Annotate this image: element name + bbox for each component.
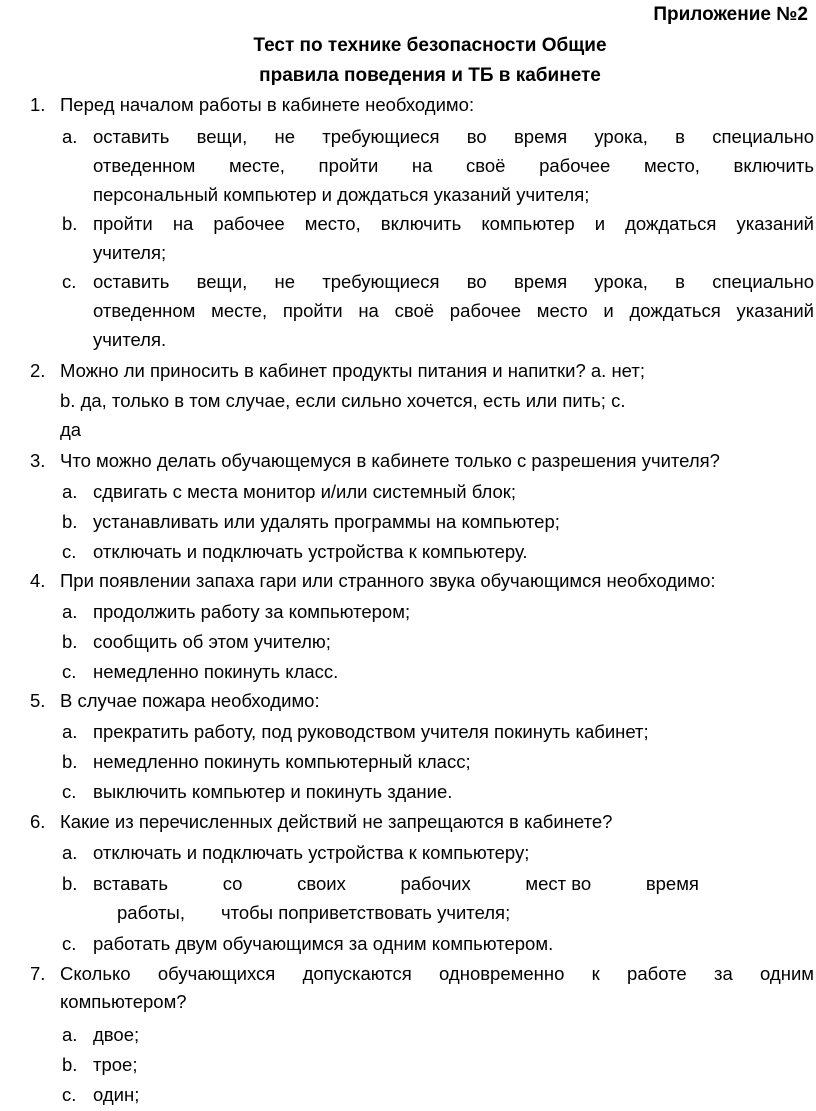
option-6b — [62, 869, 814, 927]
question-text: b. да, только в том случае, если сильно хочется, есть или пить; c. — [60, 390, 626, 411]
question-number: 1. — [30, 94, 46, 115]
option-text-line: пройти на рабочее место, включить компьютер и дождаться указаний — [93, 213, 814, 234]
option-letter: b. — [62, 1054, 78, 1075]
question-number: 2. — [30, 360, 46, 381]
option-letter: b. — [62, 873, 78, 894]
option-text-line: выключить компьютер и покинуть здание. — [93, 781, 453, 802]
option-text-line: трое; — [93, 1054, 138, 1075]
option-text-line: продолжить работу за компьютером; — [93, 601, 411, 622]
option-text-line: учителя. — [93, 329, 167, 350]
option-letter: c. — [62, 1084, 77, 1105]
option-text-line: отведенном месте, пройти на своё рабочее место, включить — [93, 155, 814, 176]
title-line-1: Тест по технике безопасности Общие — [253, 35, 607, 56]
question-number: 5. — [30, 690, 46, 711]
question-text: Какие из перечисленных действий не запрещаются в кабинете? — [60, 811, 613, 832]
option-text-line — [93, 869, 699, 898]
option-letter: a. — [62, 842, 78, 863]
question-text: компьютером? — [60, 991, 187, 1012]
question-text: В случае пожара необходимо: — [60, 690, 320, 711]
option-text-line: немедленно покинуть класс. — [93, 661, 339, 682]
question-text: да — [60, 419, 82, 440]
option-letter: a. — [62, 481, 78, 502]
option-word: вставать — [93, 873, 169, 894]
option-letter: c. — [62, 933, 77, 954]
option-word: чтобы поприветствовать учителя; — [220, 902, 511, 923]
option-text-line: сообщить об этом учителю; — [93, 631, 331, 652]
option-word: работы, — [117, 902, 185, 923]
option-letter: a. — [62, 721, 78, 742]
option-letter: a. — [62, 1024, 78, 1045]
question-number: 3. — [30, 450, 46, 471]
option-word: мест во — [525, 873, 592, 894]
option-text-line: устанавливать или удалять программы на компьютер; — [93, 511, 560, 532]
option-letter: a. — [62, 601, 78, 622]
option-text-line: отведенном месте, пройти на своё рабочее место и дождаться указаний — [93, 300, 814, 321]
question-text: При появлении запаха гари или странного звука обучающимся необходимо: — [60, 570, 716, 591]
option-letter: c. — [62, 661, 77, 682]
option-text-line: отключать и подключать устройства к компьютеру; — [93, 842, 530, 863]
option-text-line: работать двум обучающимся за одним компьютером. — [93, 933, 554, 954]
option-text-line: немедленно покинуть компьютерный класс; — [93, 751, 471, 772]
question-text: Перед началом работы в кабинете необходимо: — [60, 94, 475, 115]
option-text-line: прекратить работу, под руководством учителя покинуть кабинет; — [93, 721, 649, 742]
option-letter: b. — [62, 751, 78, 772]
option-letter: b. — [62, 631, 78, 652]
option-word: со — [222, 873, 243, 894]
title-line-2: правила поведения и ТБ в кабинете — [259, 65, 601, 86]
option-text-line: один; — [93, 1084, 140, 1105]
question-number: 7. — [30, 963, 46, 984]
option-text-line: персональный компьютер и дождаться указаний учителя; — [93, 184, 590, 205]
option-letter: b. — [62, 511, 78, 532]
option-text-line — [117, 898, 510, 927]
option-text-line: учителя; — [93, 242, 167, 263]
option-word: время — [645, 873, 699, 894]
option-text-line: оставить вещи, не требующиеся во время урока, в специально — [93, 126, 814, 147]
option-letter: a. — [62, 126, 78, 147]
question-text: Сколько обучающихся допускаются одновременно к работе за одним — [60, 963, 814, 984]
question-number: 6. — [30, 811, 46, 832]
option-text-line: оставить вещи, не требующиеся во время урока, в специально — [93, 271, 814, 292]
question-number: 4. — [30, 570, 46, 591]
option-letter: b. — [62, 213, 78, 234]
option-letter: c. — [62, 271, 77, 292]
question-text: Можно ли приносить в кабинет продукты питания и напитки? a. нет; — [60, 360, 645, 381]
option-letter: c. — [62, 781, 77, 802]
appendix-label: Приложение №2 — [653, 4, 808, 25]
option-word: своих — [297, 873, 346, 894]
option-text-line: двое; — [93, 1024, 140, 1045]
option-letter: c. — [62, 541, 77, 562]
option-text-line: отключать и подключать устройства к компьютеру. — [93, 541, 528, 562]
option-word: рабочих — [400, 873, 471, 894]
option-text-line: сдвигать с места монитор и/или системный блок; — [93, 481, 517, 502]
question-text: Что можно делать обучающемуся в кабинете только с разрешения учителя? — [60, 450, 720, 471]
